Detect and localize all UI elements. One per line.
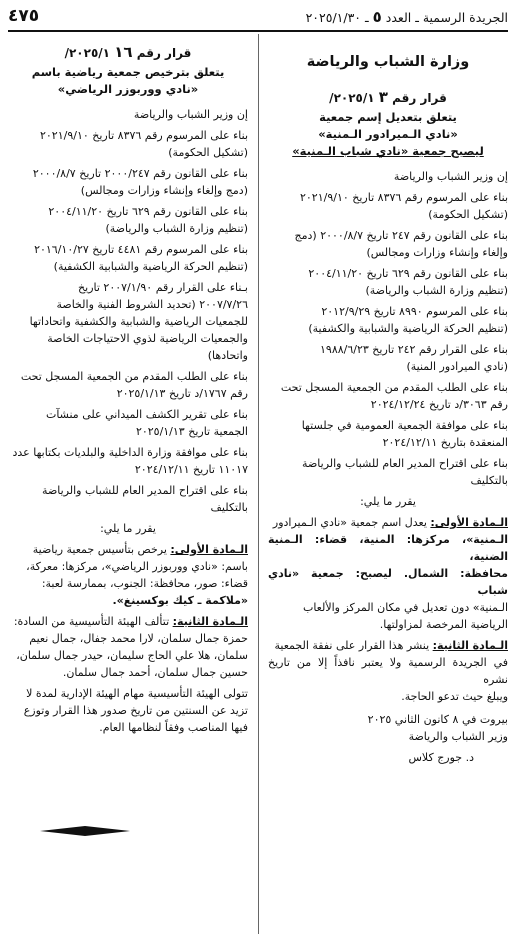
consideration-line: بناء على الطلب المقدم من الجمعية المسجل تحت: [280, 381, 508, 394]
article-heading: الـمادة الأولى:: [170, 543, 248, 556]
issue-number: ٥: [372, 8, 382, 26]
consideration-7: بناء على تقرير الكشف الميداني على منشآت الجمعية تاريخ ٢٠٢٥/١/١٣: [45, 408, 248, 438]
consideration-line: بناء على القانون رقم ٦٢٩ تاريخ ٢٠٠٤/١١/٢٠: [308, 267, 508, 280]
article-2-right: الـمادة الثانية: ينشر هذا القرار على نفقة الجمعية في الجريدة الرسمية ولا يعتبر نافذاً إلا من تاريخ نشره ويبلغ حيث تدعو الحاجة.: [268, 639, 508, 703]
header-rule: [8, 30, 508, 32]
consideration-line: (دمج وإلغاء وإنشاء وزارات ومجالس): [80, 184, 248, 197]
closing-paragraph: تتولى الهيئة التأسيسية مهام الهيئة الإدارية لمدة لا تزيد عن السنتين من تاريخ صدور هذا القرار وتوزع فيها المناصب وفقاً لنظامها العام.: [23, 687, 248, 734]
article-1-right: الـمادة الأولى: يعدل اسم جمعية «نادي الـميرادور الـمنية»، مركزها: المنية، قضاء: الـمنية الضنية، محافظة: الشمال. ليصبح: جمعية «نادي شباب الـمنية» دون تعديل في مكان المركز والألعاب الرياضية المرخصة لمزاولتها.: [268, 516, 508, 631]
consideration-line: بناء على المرسوم ٨٩٩٠ تاريخ ٢٠١٢/٩/٢٩: [321, 305, 508, 318]
ministry-title: وزارة الشباب والرياضة: [306, 54, 470, 70]
consideration-line: بناء على القانون رقم ٢٤٧ تاريخ ٢٠٠٠/٨/٧ (دمج: [294, 229, 508, 242]
article-2-left: الـمادة الثانية: تتألف الهيئة التأسيسية من السادة: حمزة جمال سلمان، لارا محمد جفال، جمال نعيم سلمان، هلا علي الحاج سليمان، حيدر جمال سلمان، حسين جمال سلمان، أحمد جمال سلمان.: [13, 615, 248, 679]
decision-number-left: قرار رقم ١٦ ٢٠٢٥/١/: [64, 43, 192, 61]
consideration-line: بناء على اقتراح المدير العام للشباب والرياضة: [302, 457, 508, 470]
gazette-date: ـ ٢٠٢٥/١/٣٠: [305, 10, 369, 25]
consideration-line: المنعقدة بتاريخ ٢٠٢٤/١٢/١١: [382, 436, 508, 449]
consideration-line: بناء على المرسوم رقم ٤٤٨١ تاريخ ٢٠١٦/١٠/٢٧: [34, 243, 248, 256]
left-column: [8, 40, 248, 928]
club-name: «نادي ووربوزر الرياضي»: [57, 82, 199, 96]
consideration-line: رقم ٣٠٦٣/د تاريخ ٢٠٢٤/١٢/٢٤: [370, 398, 508, 411]
consideration-line: وإلغاء وإنشاء وزارات ومجالس): [366, 246, 508, 259]
article-heading: الـمادة الثانية:: [432, 639, 508, 652]
consideration-line: (تنظيم وزارة الشباب والرياضة): [105, 222, 248, 235]
considerations-right: [268, 189, 508, 489]
consideration-6: بناء على الطلب المقدم من الجمعية المسجل تحت رقم ١٧٦٧/د تاريخ ٢٠٢٥/١/١٣: [20, 370, 248, 400]
signer-name: د. جورج كلاس: [408, 751, 474, 764]
consideration-line: بناء على المرسوم رقم ٨٣٧٦ تاريخ ٢٠٢١/٩/١٠: [299, 191, 508, 204]
gazette-title-prefix: الجريدة الرسمية ـ العدد: [385, 10, 508, 25]
consideration-line: (تشكيل الحكومة): [428, 208, 508, 221]
consideration-line: (تنظيم الحركة الرياضية والشبابية والكشفية): [308, 322, 508, 335]
consideration-line: (تشكيل الحكومة): [168, 146, 248, 159]
consideration-line: (تنظيم وزارة الشباب والرياضة): [365, 284, 508, 297]
article-1-left: الـمادة الأولى: يرخص بتأسيس جمعية رياضية باسم: «نادي ووربوزر الرياضي»، مركزها: معركة، قضاء: صور، محافظة: الجنوب، بممارسة لعبة: «ملاكمة ـ كيك بوكسينغ».: [26, 543, 248, 607]
signer-title: وزير الشباب والرياضة: [408, 730, 508, 743]
considerations-left: [8, 127, 248, 516]
consideration-line: بناء على موافقة الجمعية العمومية في جلستها: [301, 419, 508, 432]
consideration-5: بـناء على القرار رقم ٢٠٠٧/١/٩٠ تاريخ ٢٠٠٧/٧/٢٦ (تحديد الشروط الفنية والخاصة للجمعيات الرياضية والشبابية والكشفية واتحاداتها والجمعيات الرياضية لذوي الاحتياجات الخاصة واتحادها): [29, 281, 248, 362]
consideration-line: بناء على المرسوم رقم ٨٣٧٦ تاريخ ٢٠٢١/٩/١٠: [39, 129, 248, 142]
consideration-line: (تنظيم الحركة الرياضية والشبابية الكشفية): [53, 260, 248, 273]
consideration-line: بناء على القانون رقم ٦٢٩ تاريخ ٢٠٠٤/١١/٢٠: [48, 205, 248, 218]
minister-preamble: إن وزير الشباب والرياضة: [133, 108, 248, 121]
decision-number-right: قرار رقم ٣ ٢٠٢٥/١/: [329, 88, 447, 106]
place-date: بيروت في ٨ كانون الثاني ٢٠٢٥: [367, 713, 508, 726]
consideration-line: (نادي الميرادور المنية): [406, 360, 508, 373]
decides-heading-left: يقرر ما يلي:: [100, 522, 156, 535]
consideration-line: بالتكليف: [470, 474, 508, 487]
page-header: [8, 6, 508, 28]
consideration-9: بناء على اقتراح المدير العام للشباب والرياضة بالتكليف: [42, 484, 248, 514]
decision-subject-left: يتعلق بترخيص جمعية رياضية باسم: [31, 65, 225, 79]
column-divider: [258, 34, 259, 934]
gazette-title: [306, 8, 508, 26]
article-heading: الـمادة الأولى:: [430, 516, 508, 529]
page-number: ٤٧٥: [8, 6, 40, 26]
right-column: [268, 40, 508, 928]
consideration-line: بناء على القرار رقم ٢٤٢ تاريخ ١٩٨٨/٦/٢٣: [320, 343, 508, 356]
minister-preamble: إن وزير الشباب والرياضة: [393, 170, 508, 183]
decides-heading-right: يقرر ما يلي:: [360, 495, 416, 508]
article-heading: الـمادة الثانية:: [172, 615, 248, 628]
new-club-name: ليصبح جمعية «نادي شباب الـمنية»: [292, 144, 484, 158]
old-club-name: «نادي الـميرادور الـمنية»: [318, 127, 458, 141]
decision-subject-right: يتعلق بتعديل إسم جمعية: [319, 110, 457, 124]
consideration-line: بناء على القانون رقم ٢٠٠٠/٢٤٧ تاريخ ٢٠٠٠/٨/٧: [32, 167, 248, 180]
consideration-8: بناء على موافقة وزارة الداخلية والبلديات بكتابها عدد ١١٠١٧ تاريخ ٢٠٢٤/١٢/١١: [12, 446, 248, 476]
